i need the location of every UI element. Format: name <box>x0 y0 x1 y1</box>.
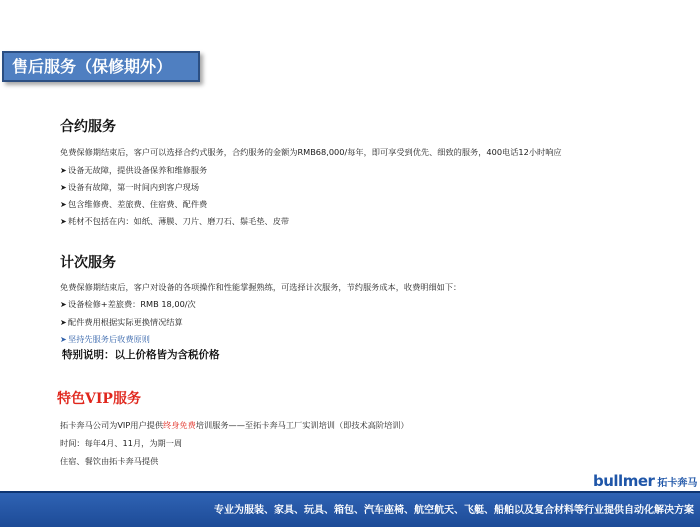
bullmer-logo: bullmer 拓卡奔马 <box>593 472 698 490</box>
vip-service-heading: 特色VIP服务 <box>57 391 141 407</box>
page-title-banner: 售后服务（保修期外） <box>2 51 200 82</box>
contract-item: ➤包含维修费、差旅费、住宿费、配件费 <box>60 199 208 209</box>
vip-line-schedule: 时间：每年4月、11月，为期一周 <box>60 438 183 448</box>
lifetime-free-highlight: 终身免费 <box>163 420 196 430</box>
per-visit-intro: 免费保修期结束后，客户对设备的各项操作和性能掌握熟练，可选择计次服务，节约服务成本，收费明细如下： <box>60 282 462 292</box>
per-visit-item: ➤配件费用根据实际更换情况结算 <box>60 317 183 327</box>
contract-item: ➤设备无故障，提供设备保养和维修服务 <box>60 165 208 175</box>
contract-item: ➤耗材不包括在内：如纸、薄膜、刀片、磨刀石、鬃毛垫、皮带 <box>60 216 290 226</box>
vip-line-training: 拓卡奔马公司为VIP用户提供终身免费培训服务——至拓卡奔马工厂实训培训（即技术高阶培训） <box>60 420 409 430</box>
footer-bar <box>0 491 700 527</box>
bullet-arrow-icon: ➤ <box>60 217 67 226</box>
bullet-arrow-icon: ➤ <box>60 200 67 209</box>
bullet-arrow-icon: ➤ <box>60 335 67 344</box>
per-visit-item: ➤设备检修+差旅费：RMB 18,00/次 <box>60 299 196 309</box>
contract-item: ➤设备有故障，第一时间内到客户现场 <box>60 182 200 192</box>
per-visit-item: ➤坚持先服务后收费原则 <box>60 334 150 344</box>
bullet-arrow-icon: ➤ <box>60 300 67 309</box>
per-visit-service-heading: 计次服务 <box>60 255 116 271</box>
bullet-arrow-icon: ➤ <box>60 318 67 327</box>
bullet-arrow-icon: ➤ <box>60 166 67 175</box>
tax-note: 特别说明：以上价格皆为含税价格 <box>62 349 220 361</box>
vip-line-lodging: 住宿、餐饮由拓卡奔马提供 <box>60 456 159 466</box>
footer-slogan: 专业为服装、家具、玩具、箱包、汽车座椅、航空航天、飞艇、船舶以及复合材料等行业提供自动化解决方案 <box>214 505 694 516</box>
contract-service-heading: 合约服务 <box>60 119 116 135</box>
bullet-arrow-icon: ➤ <box>60 183 67 192</box>
contract-intro: 免费保修期结束后，客户可以选择合约式服务，合约服务的金额为RMB68,000/每年，即可享受到优先、细致的服务，400电话12小时响应 <box>60 147 562 157</box>
